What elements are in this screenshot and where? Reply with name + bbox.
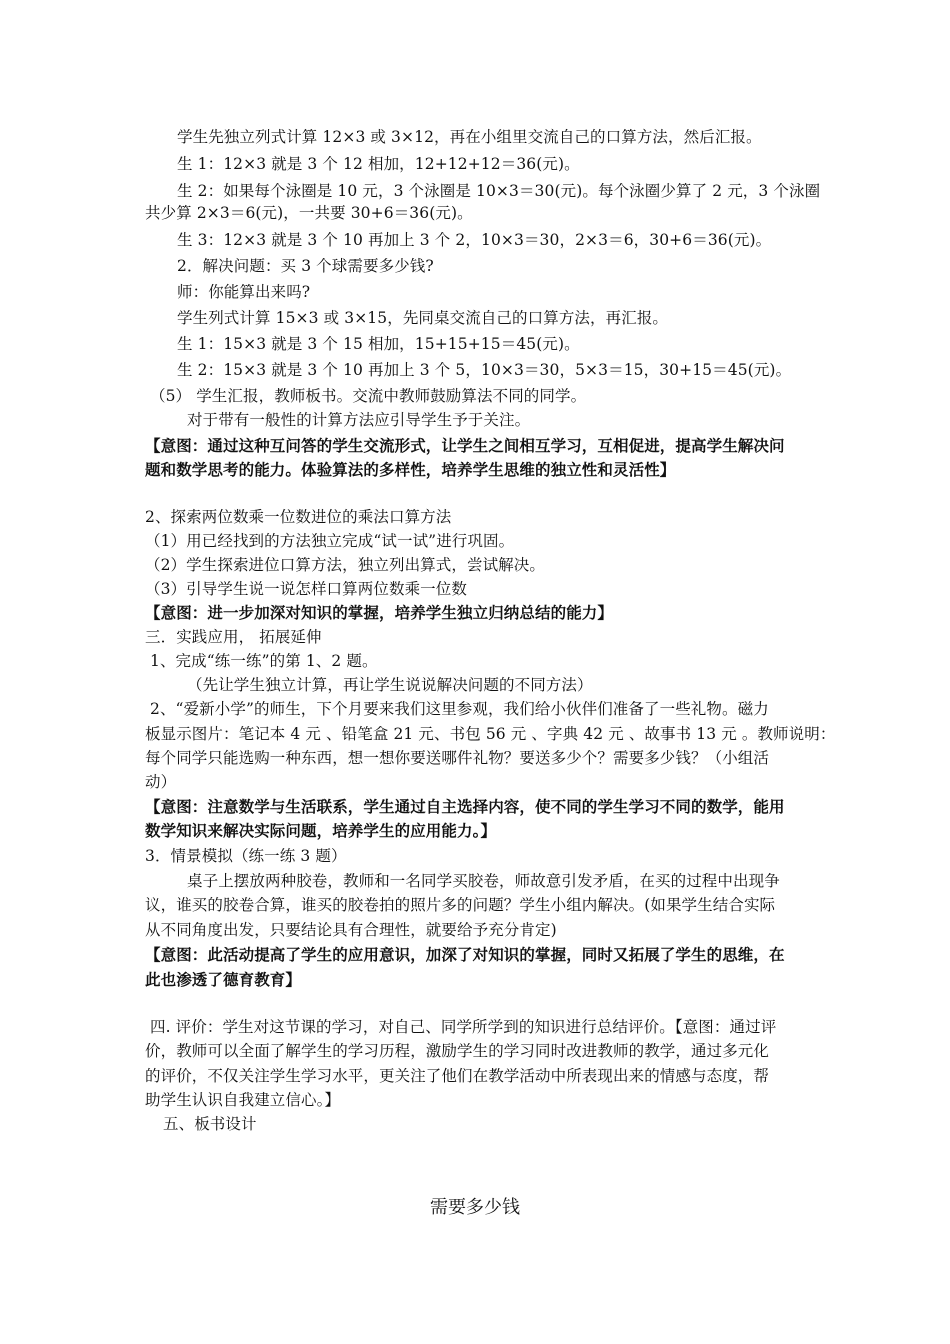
section-heading: 3．情景模拟（练一练 3 题） [145,847,347,865]
intent-note: 【意图：进一步加深对知识的掌握，培养学生独立归纳总结的能力】 [145,603,614,622]
list-item: 2、“爱新小学”的师生，下个月要来我们这里参观，我们给小伙伴们准备了一些礼物。磁力 [150,700,769,718]
paragraph-line: 生 3：12×3 就是 3 个 10 再加上 3 个 2，10×3＝30，2×3＝6，30+6＝36(元)。 [177,231,772,249]
list-item: （3）引导学生说一说怎样口算两位数乘一位数 [145,580,467,598]
paragraph-line: 生 1：15×3 就是 3 个 15 相加，15+15+15＝45(元)。 [177,335,580,353]
paragraph-line: 的评价，不仅关注学生学习水平，更关注了他们在教学活动中所表现出来的情感与态度，帮 [145,1067,770,1085]
paragraph-line: 共少算 2×3＝6(元)，一共要 30+6＝36(元)。 [145,204,473,222]
intent-note: 【意图：此活动提高了学生的应用意识，加深了对知识的掌握，同时又拓展了学生的思维，在 [145,945,785,964]
board-title: 需要多少钱 [430,1197,520,1218]
paragraph-line: 助学生认识自我建立信心。】 [145,1091,341,1109]
section-heading: 五、板书设计 [163,1115,257,1133]
paragraph-line: （5） 学生汇报，教师板书。交流中教师鼓励算法不同的同学。 [150,387,587,405]
paragraph-line: 生 2：15×3 就是 3 个 10 再加上 3 个 5，10×3＝30，5×3＝15，30+15＝45(元)。 [177,361,792,379]
list-item: 1、完成“练一练”的第 1、2 题。 [150,652,378,670]
paragraph-line: 价，教师可以全面了解学生的学习历程，激励学生的学习同时改进教师的教学，通过多元化 [145,1042,770,1060]
section-heading: 2．解决问题：买 3 个球需要多少钱? [177,257,434,275]
section-heading: 四. 评价：学生对这节课的学习，对自己、同学所学到的知识进行总结评价。【意图：通过评 [150,1018,777,1036]
paragraph-line: 桌子上摆放两种胶卷，教师和一名同学买胶卷，师故意引发矛盾，在买的过程中出现争 [187,872,780,890]
paragraph-line: （先让学生独立计算，再让学生说说解决问题的不同方法） [187,676,593,694]
intent-note: 题和数学思考的能力。体验算法的多样性，培养学生思维的独立性和灵活性】 [145,460,676,479]
paragraph-line: 从不同角度出发，只要结论具有合理性，就要给予充分肯定) [145,921,557,939]
paragraph-line: 师：你能算出来吗? [177,283,311,301]
intent-note: 此也渗透了德育教育】 [145,970,302,989]
intent-note: 数学知识来解决实际问题，培养学生的应用能力。】 [145,821,497,840]
list-item: （1）用已经找到的方法独立完成“试一试”进行巩固。 [145,532,515,550]
paragraph-line: 生 2：如果每个泳圈是 10 元，3 个泳圈是 10×3＝30(元)。每个泳圈少算了 2 元，3 个泳圈 [177,182,821,200]
intent-note: 【意图：通过这种互问答的学生交流形式，让学生之间相互学习，互相促进，提高学生解决问 [145,436,785,455]
paragraph-line: 每个同学只能选购一种东西，想一想你要送哪件礼物？要送多少个？需要多少钱？（小组活 [145,749,770,767]
section-heading: 三．实践应用， 拓展延伸 [145,628,322,646]
intent-note: 【意图：注意数学与生活联系，学生通过自主选择内容，使不同的学生学习不同的数学，能用 [145,797,785,816]
paragraph-line: 学生列式计算 15×3 或 3×15，先同桌交流自己的口算方法，再汇报。 [177,309,669,327]
paragraph-line: 议，谁买的胶卷合算，谁买的胶卷拍的照片多的问题？学生小组内解决。(如果学生结合实际 [145,896,776,914]
section-heading: 2、探索两位数乘一位数进位的乘法口算方法 [145,508,452,526]
paragraph-line: 学生先独立列式计算 12×3 或 3×12，再在小组里交流自己的口算方法，然后汇报。 [177,128,762,146]
paragraph-line: 板显示图片：笔记本 4 元 、铅笔盒 21 元、书包 56 元 、字典 42 元 、故事书 13 元 。教师说明： [145,725,836,743]
list-item: （2）学生探索进位口算方法，独立列出算式，尝试解决。 [145,556,545,574]
paragraph-line: 对于带有一般性的计算方法应引导学生予于关注。 [187,411,531,429]
paragraph-line: 动） [145,773,177,791]
paragraph-line: 生 1：12×3 就是 3 个 12 相加，12+12+12＝36(元)。 [177,155,580,173]
